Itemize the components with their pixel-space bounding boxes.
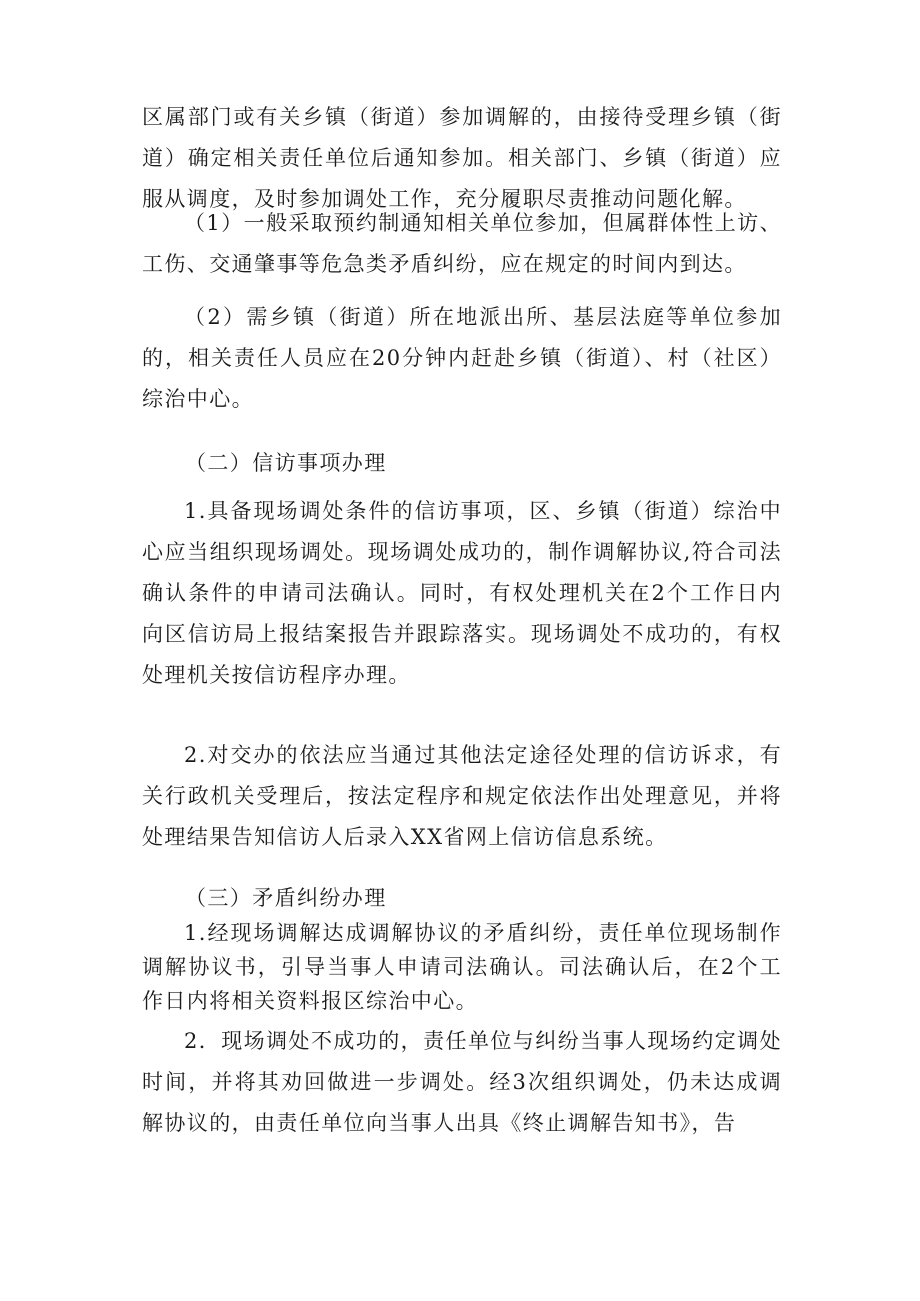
paragraph-petition-legal-channels: 2.对交办的依法应当通过其他法定途径处理的信访诉求，有关行政机关受理后，按法定程序和规定依法作出处理意见，并将处理结果告知信访人后录入XX省网上信访信息系统。 [142, 743, 782, 849]
section-heading-dispute-handling: （三）矛盾纠纷办理 [185, 886, 387, 910]
paragraph-dispute-mediation-failed: 2．现场调处不成功的，责任单位与纠纷当事人现场约定调处时间，并将其劝回做进一步调处。经3次组织调处，仍未达成调解协议的，由责任单位向当事人出具《终止调解告知书》，告 [142, 1029, 782, 1135]
paragraph-mediation-participation: 区属部门或有关乡镇（街道）参加调解的，由接待受理乡镇（街道）确定相关责任单位后通知参加。相关部门、乡镇（街道）应服从调度，及时参加调处工作，充分履职尽责推动问题化解。 [142, 105, 782, 211]
section-heading-petition-handling: （二）信访事项办理 [185, 451, 387, 475]
paragraph-dispute-agreement-reached: 1.经现场调解达成调解协议的矛盾纠纷，责任单位现场制作调解协议书，引导当事人申请司法确认。司法确认后，在2个工作日内将相关资料报区综治中心。 [142, 921, 782, 1013]
paragraph-petition-onsite-mediation: 1.具备现场调处条件的信访事项，区、乡镇（街道）综治中心应当组织现场调处。现场调处成功的，制作调解协议,符合司法确认条件的申请司法确认。同时，有权处理机关在2个工作日内向区信访局上报结案报告并跟踪落实。现场调处不成功的，有权处理机关按信访程序办理。 [142, 499, 782, 687]
paragraph-item-1-appointment: （1）一般采取预约制通知相关单位参加，但属群体性上访、工伤、交通肇事等危急类矛盾纠纷，应在规定的时间内到达。 [142, 211, 782, 276]
paragraph-item-2-police-court: （2）需乡镇（街道）所在地派出所、基层法庭等单位参加的，相关责任人员应在20分钟内赶赴乡镇（街道）、村（社区）综治中心。 [142, 305, 782, 411]
